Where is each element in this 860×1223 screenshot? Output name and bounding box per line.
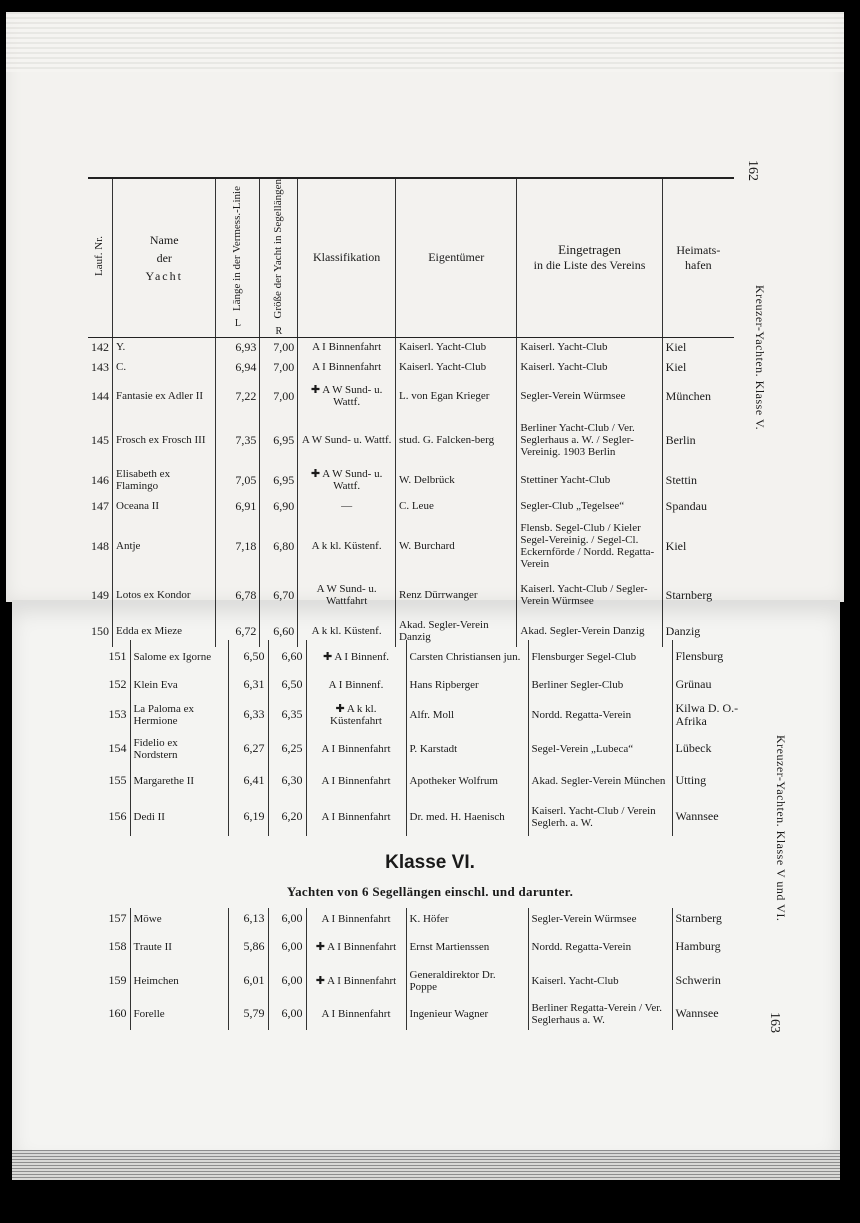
classification: A I Binnenfahrt	[306, 798, 406, 836]
home-port: Flensburg	[675, 649, 724, 664]
classification: A k kl. Küstenf.	[298, 517, 396, 575]
length-l: 6,41	[228, 764, 268, 798]
registered-club: Segel-Verein „Lubeca“	[528, 734, 672, 764]
registered-club: Kaiserl. Yacht-Club	[517, 357, 662, 377]
owner: Akad. Segler-Verein Danzig	[396, 615, 517, 647]
owner: K. Höfer	[406, 908, 528, 930]
home-port: Danzig	[665, 623, 701, 638]
classification: ✚ A I Binnenfahrt	[306, 930, 406, 964]
size-r: 6,30	[268, 764, 306, 798]
owner: C. Leue	[396, 495, 517, 517]
registered-club: Berliner Segler-Club	[528, 674, 672, 696]
length-l: 6,01	[228, 964, 268, 998]
row-number: 150	[88, 615, 113, 647]
header-klassifikation: Klassifikation	[298, 178, 396, 337]
page-edges	[12, 1150, 840, 1180]
yacht-name: Elisabeth ex Flamingo	[113, 465, 216, 495]
yacht-name: Salome ex Igorne	[130, 640, 228, 674]
page-number-bottom: 163	[767, 1012, 782, 1033]
yacht-name: Lotos ex Kondor	[113, 575, 216, 615]
section-title-klasse-vi: Klasse VI.	[385, 852, 475, 873]
home-port: Hamburg	[675, 939, 721, 954]
home-port: Grünau	[675, 677, 712, 692]
size-r: 7,00	[260, 337, 298, 357]
length-l: 7,35	[216, 415, 260, 465]
registered-club: Akad. Segler-Verein Danzig	[517, 615, 662, 647]
classification: A k kl. Küstenf.	[298, 615, 396, 647]
home-port: Schwerin	[675, 973, 721, 988]
owner: Generaldirektor Dr. Poppe	[406, 964, 528, 998]
size-r: 6,25	[268, 734, 306, 764]
classification: ✚ A I Binnenf.	[306, 640, 406, 674]
size-r: 6,00	[268, 930, 306, 964]
owner: Alfr. Moll	[406, 696, 528, 734]
row-number: 157	[104, 908, 130, 930]
registered-club: Segler-Club „Tegelsee“	[517, 495, 662, 517]
classification: —	[298, 495, 396, 517]
table-row	[104, 674, 764, 696]
row-number: 144	[88, 377, 113, 415]
owner: L. von Egan Krieger	[396, 377, 517, 415]
length-l: 6,31	[228, 674, 268, 696]
size-r: 6,00	[268, 998, 306, 1030]
size-r: 6,90	[260, 495, 298, 517]
size-r: 6,70	[260, 575, 298, 615]
owner: Apotheker Wolfrum	[406, 764, 528, 798]
row-number: 151	[104, 640, 130, 674]
registered-club: Kaiserl. Yacht-Club / Segler-Verein Würmsee	[517, 575, 662, 615]
table-row	[88, 357, 734, 377]
table-row	[104, 998, 764, 1030]
row-number: 154	[104, 734, 130, 764]
yacht-name: Traute II	[130, 930, 228, 964]
length-l: 5,86	[228, 930, 268, 964]
size-r: 6,20	[268, 798, 306, 836]
yacht-name: Margarethe II	[130, 764, 228, 798]
table-row	[104, 908, 764, 930]
home-port: Starnberg	[675, 911, 722, 926]
owner: W. Delbrück	[396, 465, 517, 495]
owner: Kaiserl. Yacht-Club	[396, 357, 517, 377]
size-r: 7,00	[260, 357, 298, 377]
home-port: Berlin	[665, 432, 696, 447]
length-l: 6,91	[216, 495, 260, 517]
yacht-name: Edda ex Mieze	[113, 615, 216, 647]
size-r: 6,50	[268, 674, 306, 696]
yacht-name: Oceana II	[113, 495, 216, 517]
size-r: 6,35	[268, 696, 306, 734]
home-port: Kiel	[665, 339, 687, 354]
row-number: 143	[88, 357, 113, 377]
size-r: 7,00	[260, 377, 298, 415]
classification: A W Sund- u. Wattfahrt	[298, 575, 396, 615]
owner: Ernst Martienssen	[406, 930, 528, 964]
yacht-name: Y.	[113, 337, 216, 357]
yacht-name: C.	[113, 357, 216, 377]
row-number: 159	[104, 964, 130, 998]
row-number: 158	[104, 930, 130, 964]
table-header-row	[88, 178, 734, 337]
length-l: 6,94	[216, 357, 260, 377]
classification: A I Binnenfahrt	[298, 357, 396, 377]
classification: A I Binnenfahrt	[306, 734, 406, 764]
table-row	[104, 734, 764, 764]
table-row	[104, 640, 764, 674]
running-head-bottom: Kreuzer-Yachten. Klasse V und VI.	[774, 735, 788, 922]
owner: Hans Ripberger	[406, 674, 528, 696]
yacht-name: Fidelio ex Nordstern	[130, 734, 228, 764]
row-number: 155	[104, 764, 130, 798]
classification: ✚ A k kl. Küstenfahrt	[306, 696, 406, 734]
row-number: 160	[104, 998, 130, 1030]
registered-club: Flensb. Segel-Club / Kieler Segel-Vereinig. / Segel-Cl. Eckernförde / Nordd. Regatta-Verein	[517, 517, 662, 575]
yacht-name: La Paloma ex Hermione	[130, 696, 228, 734]
size-r: 6,95	[260, 415, 298, 465]
row-number: 148	[88, 517, 113, 575]
size-r: 6,80	[260, 517, 298, 575]
yacht-name: Antje	[113, 517, 216, 575]
row-number: 152	[104, 674, 130, 696]
header-eigentuemer: Eigentümer	[396, 178, 517, 337]
home-port: Kiel	[665, 538, 687, 553]
length-l: 6,50	[228, 640, 268, 674]
header-heimatshafen: Heimats-hafen	[662, 178, 734, 337]
length-l: 6,19	[228, 798, 268, 836]
yacht-table-klasse-v-top	[88, 177, 734, 647]
owner: P. Karstadt	[406, 734, 528, 764]
table-row	[88, 517, 734, 575]
header-name: Name der Yacht	[113, 178, 216, 337]
classification: A I Binnenfahrt	[306, 908, 406, 930]
home-port: Spandau	[665, 498, 707, 513]
registered-club: Berliner Yacht-Club / Ver. Seglerhaus a. W. / Segler-Vereinig. 1903 Berlin	[517, 415, 662, 465]
registered-club: Kaiserl. Yacht-Club	[528, 964, 672, 998]
row-number: 156	[104, 798, 130, 836]
table-row	[88, 415, 734, 465]
size-r: 6,00	[268, 964, 306, 998]
classification: A I Binnenfahrt	[306, 998, 406, 1030]
table-row	[104, 764, 764, 798]
table-row	[104, 964, 764, 998]
owner: Dr. med. H. Haenisch	[406, 798, 528, 836]
home-port: Utting	[675, 773, 707, 788]
length-l: 6,13	[228, 908, 268, 930]
length-l: 6,33	[228, 696, 268, 734]
row-number: 147	[88, 495, 113, 517]
row-number: 153	[104, 696, 130, 734]
length-l: 6,72	[216, 615, 260, 647]
running-head-top: Kreuzer-Yachten. Klasse V.	[753, 285, 767, 431]
registered-club: Kaiserl. Yacht-Club	[517, 337, 662, 357]
table-row	[88, 495, 734, 517]
table-row	[88, 337, 734, 357]
yacht-table-klasse-vi	[104, 908, 764, 1030]
table-row	[88, 377, 734, 415]
home-port: München	[665, 388, 711, 403]
table-row	[104, 930, 764, 964]
length-l: 6,78	[216, 575, 260, 615]
registered-club: Akad. Segler-Verein München	[528, 764, 672, 798]
owner: Renz Dürrwanger	[396, 575, 517, 615]
owner: Ingenieur Wagner	[406, 998, 528, 1030]
home-port: Kiel	[665, 359, 687, 374]
classification: ✚ A W Sund- u. Wattf.	[298, 377, 396, 415]
length-l: 7,05	[216, 465, 260, 495]
size-r: 6,60	[268, 640, 306, 674]
registered-club: Nordd. Regatta-Verein	[528, 930, 672, 964]
header-eingetragen: Eingetragen in die Liste des Vereins	[517, 178, 662, 337]
registered-club: Nordd. Regatta-Verein	[528, 696, 672, 734]
classification: ✚ A W Sund- u. Wattf.	[298, 465, 396, 495]
length-l: 7,18	[216, 517, 260, 575]
classification: A I Binnenf.	[306, 674, 406, 696]
header-groesse: Größe der Yacht in Segellängen R	[260, 178, 298, 337]
section-subtitle-klasse-vi: Yachten von 6 Segellängen einschl. und darunter.	[286, 884, 574, 899]
table-row	[88, 465, 734, 495]
yacht-name: Frosch ex Frosch III	[113, 415, 216, 465]
page-number-top: 162	[745, 160, 760, 181]
registered-club: Stettiner Yacht-Club	[517, 465, 662, 495]
size-r: 6,60	[260, 615, 298, 647]
registered-club: Flensburger Segel-Club	[528, 640, 672, 674]
home-port: Wannsee	[675, 1006, 719, 1021]
row-number: 149	[88, 575, 113, 615]
owner: Kaiserl. Yacht-Club	[396, 337, 517, 357]
size-r: 6,00	[268, 908, 306, 930]
home-port: Stettin	[665, 472, 697, 487]
owner: Carsten Christiansen jun.	[406, 640, 528, 674]
home-port: Kilwa D. O.-Afrika	[675, 700, 739, 728]
registered-club: Segler-Verein Würmsee	[528, 908, 672, 930]
owner: stud. G. Falcken-berg	[396, 415, 517, 465]
registered-club: Berliner Regatta-Verein / Ver. Seglerhaus a. W.	[528, 998, 672, 1030]
yacht-name: Dedi II	[130, 798, 228, 836]
home-port: Wannsee	[675, 809, 719, 824]
length-l: 7,22	[216, 377, 260, 415]
classification: A W Sund- u. Wattf.	[298, 415, 396, 465]
length-l: 5,79	[228, 998, 268, 1030]
table-row	[88, 575, 734, 615]
registered-club: Segler-Verein Würmsee	[517, 377, 662, 415]
table-row	[104, 696, 764, 734]
classification: A I Binnenfahrt	[306, 764, 406, 798]
table-row	[104, 798, 764, 836]
owner: W. Burchard	[396, 517, 517, 575]
classification: ✚ A I Binnenfahrt	[306, 964, 406, 998]
classification: A I Binnenfahrt	[298, 337, 396, 357]
row-number: 145	[88, 415, 113, 465]
yacht-name: Klein Eva	[130, 674, 228, 696]
registered-club: Kaiserl. Yacht-Club / Verein Seglerh. a. W.	[528, 798, 672, 836]
row-number: 146	[88, 465, 113, 495]
yacht-name: Möwe	[130, 908, 228, 930]
yacht-name: Forelle	[130, 998, 228, 1030]
home-port: Lübeck	[675, 741, 712, 756]
yacht-name: Fantasie ex Adler II	[113, 377, 216, 415]
header-nr: Lauf. Nr.	[88, 178, 113, 337]
length-l: 6,27	[228, 734, 268, 764]
row-number: 142	[88, 337, 113, 357]
home-port: Starnberg	[665, 587, 713, 602]
yacht-name: Heimchen	[130, 964, 228, 998]
header-laenge: Länge in der Vermess.-Linie L	[216, 178, 260, 337]
yacht-table-klasse-v-bottom	[104, 640, 764, 836]
length-l: 6,93	[216, 337, 260, 357]
size-r: 6,95	[260, 465, 298, 495]
